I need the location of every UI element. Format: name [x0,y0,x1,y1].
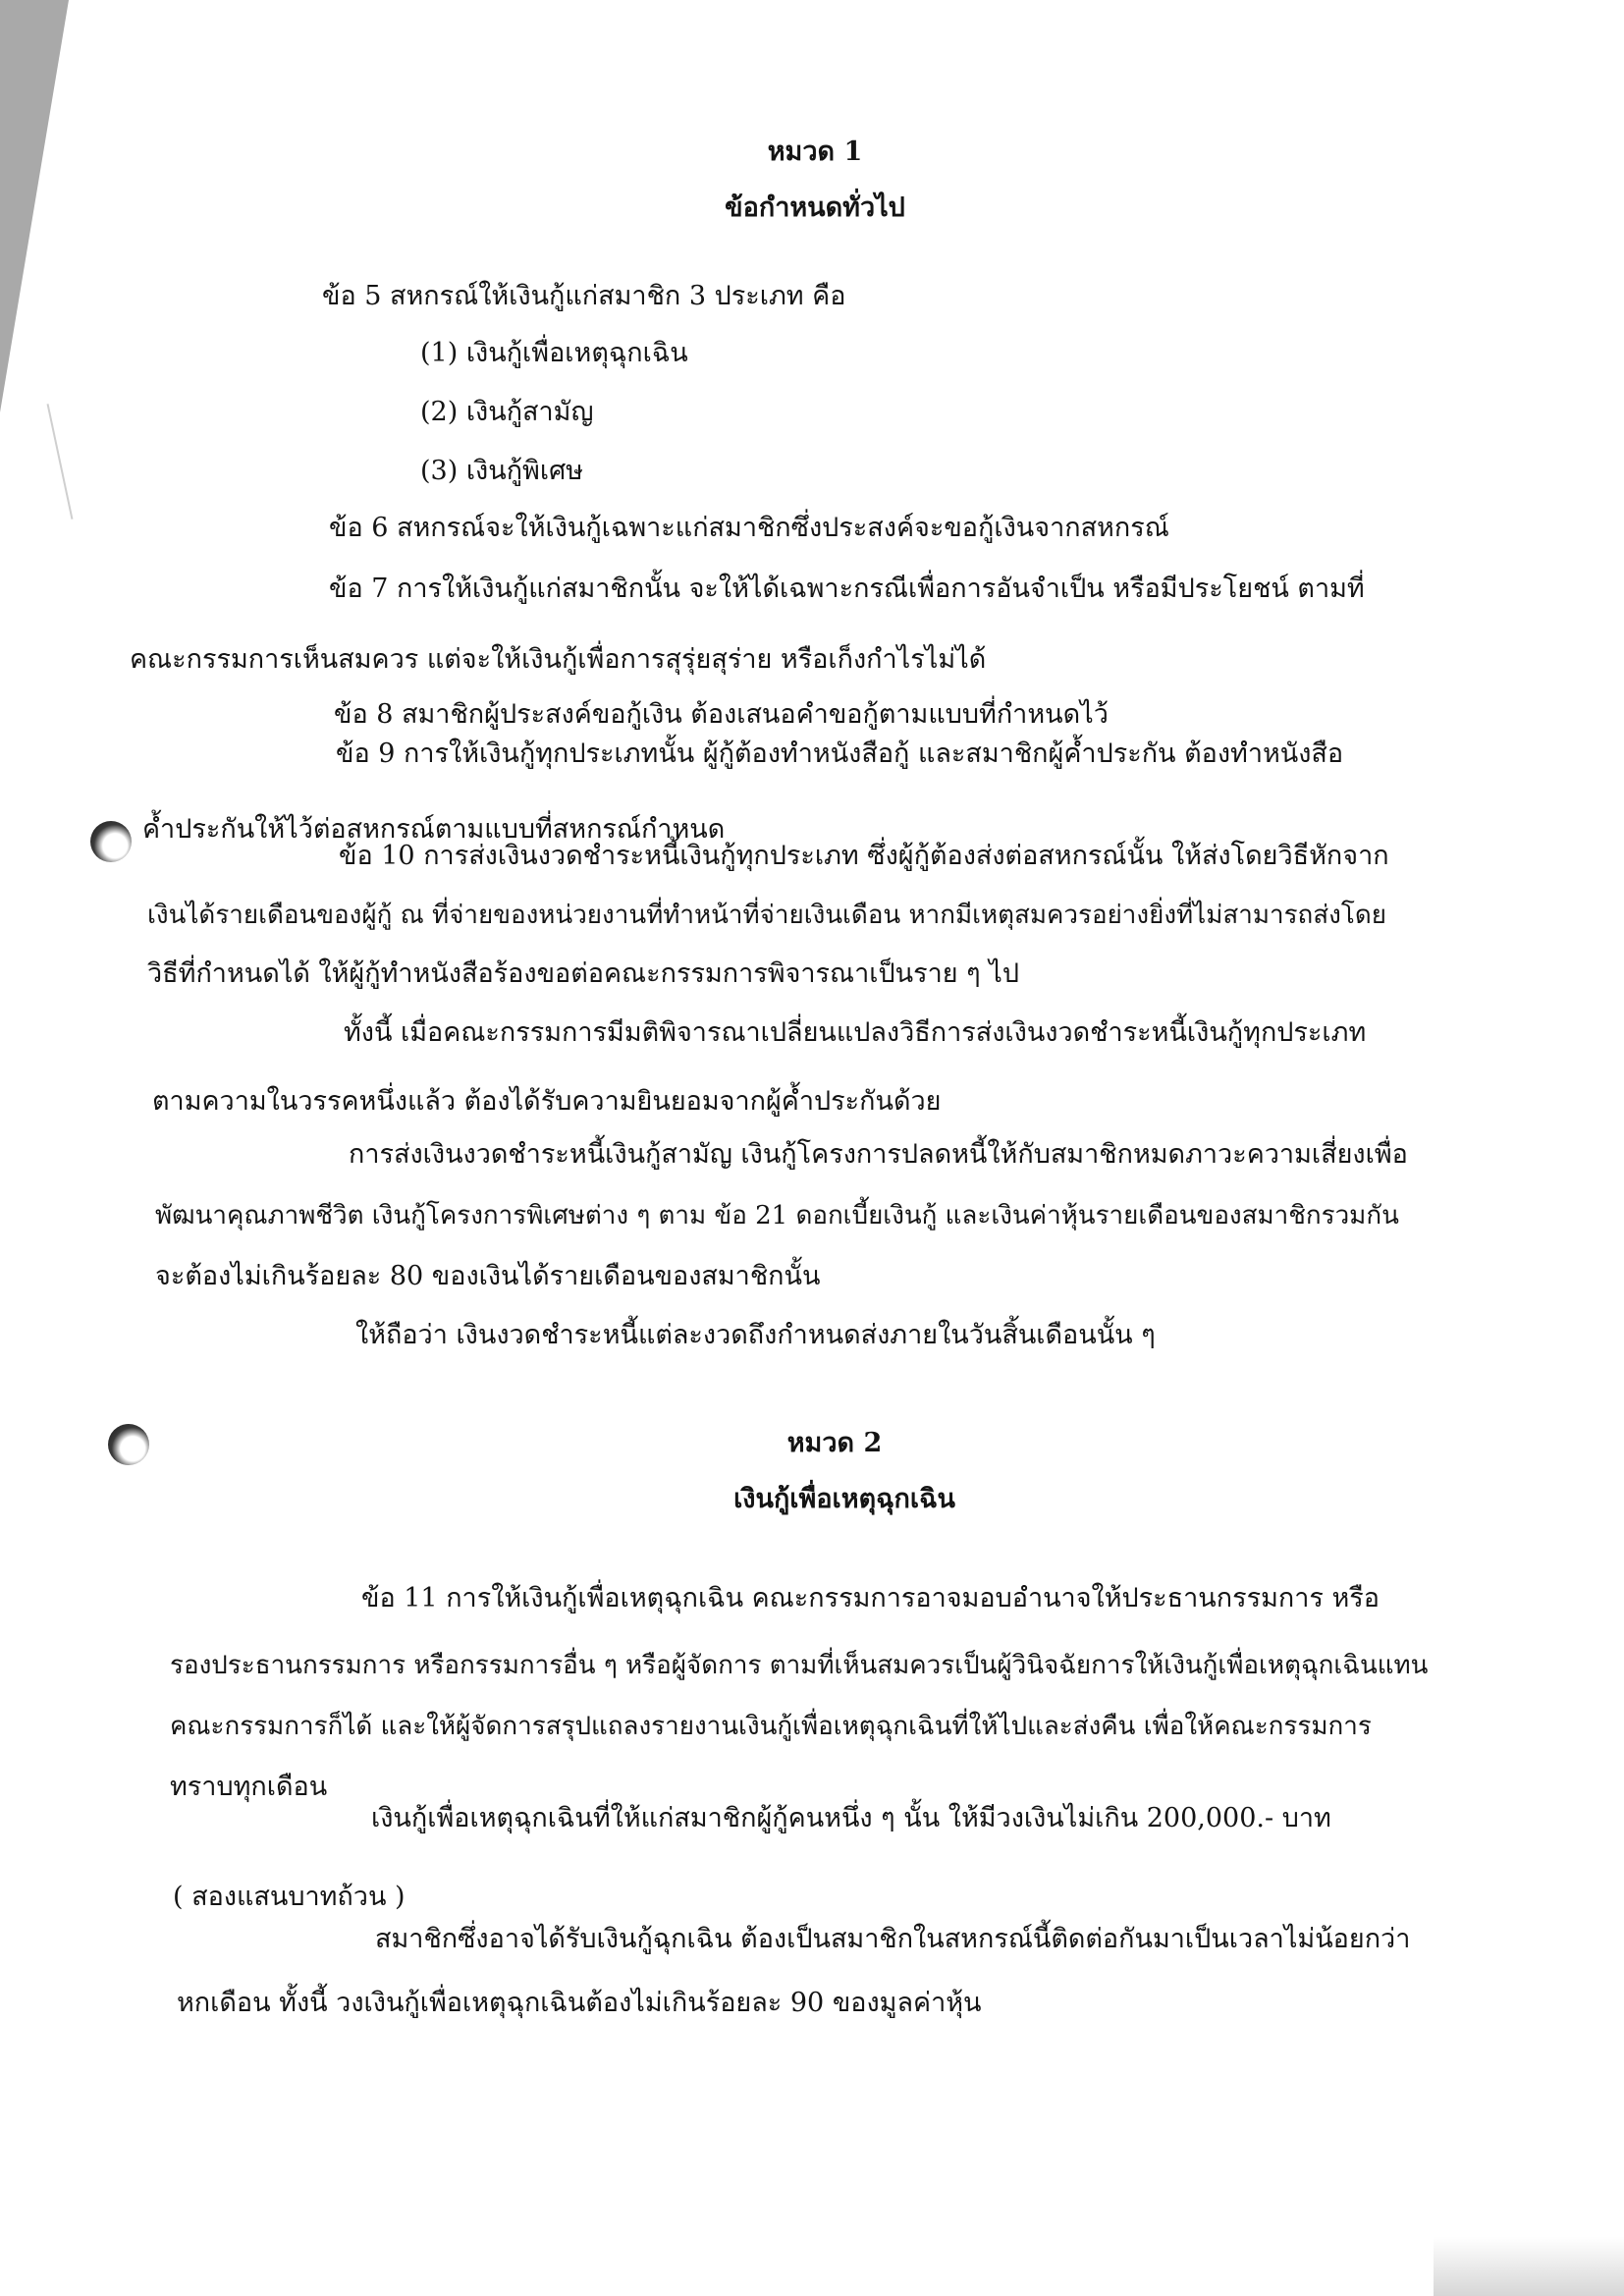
clause-10-para-2-line-1: ทั้งนี้ เมื่อคณะกรรมการมีมติพิจารณาเปลี่ยนแปลงวิธีการส่งเงินงวดชำระหนี้เงินกู้ทุกประเภท [344,1017,1367,1048]
scan-edge-mark [47,404,74,519]
punch-hole [108,1424,149,1465]
clause-9-line-2: ค้ำประกันให้ไว้ต่อสหกรณ์ตามแบบที่สหกรณ์กำหนด [142,814,726,845]
scan-edge-shadow [0,0,69,412]
clause-5-item-3: (3) เงินกู้พิเศษ [420,456,584,486]
clause-11-line-4: ทราบทุกเดือน [170,1772,328,1802]
clause-11-para-2-line-2: ( สองแสนบาทถ้วน ) [173,1882,406,1912]
clause-5-item-2: (2) เงินกู้สามัญ [420,397,594,427]
clause-10-para-3-line-3: จะต้องไม่เกินร้อยละ 80 ของเงินได้รายเดือนของสมาชิกนั้น [155,1261,821,1291]
clause-10-line-2: เงินได้รายเดือนของผู้กู้ ณ ที่จ่ายของหน่วยงานที่ทำหน้าที่จ่ายเงินเดือน หากมีเหตุสมควรอย่างยิ่งที่ไม่สามารถส่งโดย [147,901,1386,930]
clause-6: ข้อ 6 สหกรณ์จะให้เงินกู้เฉพาะแก่สมาชิกซึ่งประสงค์จะขอกู้เงินจากสหกรณ์ [329,513,1169,543]
chapter-title: หมวด 1 [767,137,863,167]
clause-10-para-3-line-2: พัฒนาคุณภาพชีวิต เงินกู้โครงการพิเศษต่าง ๆ ตาม ข้อ 21 ดอกเบี้ยเงินกู้ และเงินค่าหุ้นรายเดือนของสมาชิกรวมกัน [155,1201,1399,1230]
clause-11-para-3-line-2: หกเดือน ทั้งนี้ วงเงินกู้เพื่อเหตุฉุกเฉินต้องไม่เกินร้อยละ 90 ของมูลค่าหุ้น [177,1988,982,2018]
clause-10-para-2-line-2: ตามความในวรรคหนึ่งแล้ว ต้องได้รับความยินยอมจากผู้ค้ำประกันด้วย [152,1086,942,1117]
clause-5: ข้อ 5 สหกรณ์ให้เงินกู้แก่สมาชิก 3 ประเภท คือ [322,281,846,311]
clause-10-line-3: วิธีที่กำหนดได้ ให้ผู้กู้ทำหนังสือร้องขอต่อคณะกรรมการพิจารณาเป็นราย ๆ ไป [147,958,1019,989]
chapter-title: หมวด 2 [786,1428,883,1458]
clause-7-line-1: ข้อ 7 การให้เงินกู้แก่สมาชิกนั้น จะให้ได้เฉพาะกรณีเพื่อการอันจำเป็น หรือมีประโยชน์ ตามที่ [329,574,1365,604]
clause-11-line-1: ข้อ 11 การให้เงินกู้เพื่อเหตุฉุกเฉิน คณะกรรมการอาจมอบอำนาจให้ประธานกรรมการ หรือ [361,1583,1380,1613]
scan-page-edge [1434,2237,1624,2296]
clause-10-para-3-line-1: การส่งเงินงวดชำระหนี้เงินกู้สามัญ เงินกู้โครงการปลดหนี้ให้กับสมาชิกหมดภาวะความเสี่ยงเพื่อ [349,1139,1408,1170]
clause-11-line-3: คณะกรรมการก็ได้ และให้ผู้จัดการสรุปแถลงรายงานเงินกู้เพื่อเหตุฉุกเฉินที่ให้ไปและส่งคืน เพื่อให้คณะกรรมการ [170,1712,1372,1741]
chapter-subtitle: ข้อกำหนดทั่วไป [725,192,905,223]
clause-8: ข้อ 8 สมาชิกผู้ประสงค์ขอกู้เงิน ต้องเสนอคำขอกู้ตามแบบที่กำหนดไว้ [334,699,1109,730]
clause-7-line-2: คณะกรรมการเห็นสมควร แต่จะให้เงินกู้เพื่อการสุรุ่ยสุร่าย หรือเก็งกำไรไม่ได้ [130,644,987,675]
clause-10-line-1: ข้อ 10 การส่งเงินงวดชำระหนี้เงินกู้ทุกประเภท ซึ่งผู้กู้ต้องส่งต่อสหกรณ์นั้น ให้ส่งโดยวิธีหักจาก [339,841,1389,871]
punch-hole [90,821,132,862]
clause-10-para-4: ให้ถือว่า เงินงวดชำระหนี้แต่ละงวดถึงกำหนดส่งภายในวันสิ้นเดือนนั้น ๆ [355,1320,1156,1350]
chapter-subtitle: เงินกู้เพื่อเหตุฉุกเฉิน [733,1484,955,1514]
clause-11-para-2-line-1: เงินกู้เพื่อเหตุฉุกเฉินที่ให้แก่สมาชิกผู้กู้คนหนึ่ง ๆ นั้น ให้มีวงเงินไม่เกิน 200,000.- บาท [371,1803,1331,1833]
clause-11-line-2: รองประธานกรรมการ หรือกรรมการอื่น ๆ หรือผู้จัดการ ตามที่เห็นสมควรเป็นผู้วินิจฉัยการให้เงินกู้เพื่อเหตุฉุกเฉินแทน [170,1651,1429,1680]
clause-11-para-3-line-1: สมาชิกซึ่งอาจได้รับเงินกู้ฉุกเฉิน ต้องเป็นสมาชิกในสหกรณ์นี้ติดต่อกันมาเป็นเวลาไม่น้อยกว่า [375,1924,1411,1954]
clause-5-item-1: (1) เงินกู้เพื่อเหตุฉุกเฉิน [420,338,688,368]
clause-9-line-1: ข้อ 9 การให้เงินกู้ทุกประเภทนั้น ผู้กู้ต้องทำหนังสือกู้ และสมาชิกผู้ค้ำประกัน ต้องทำหนังสือ [336,738,1344,769]
